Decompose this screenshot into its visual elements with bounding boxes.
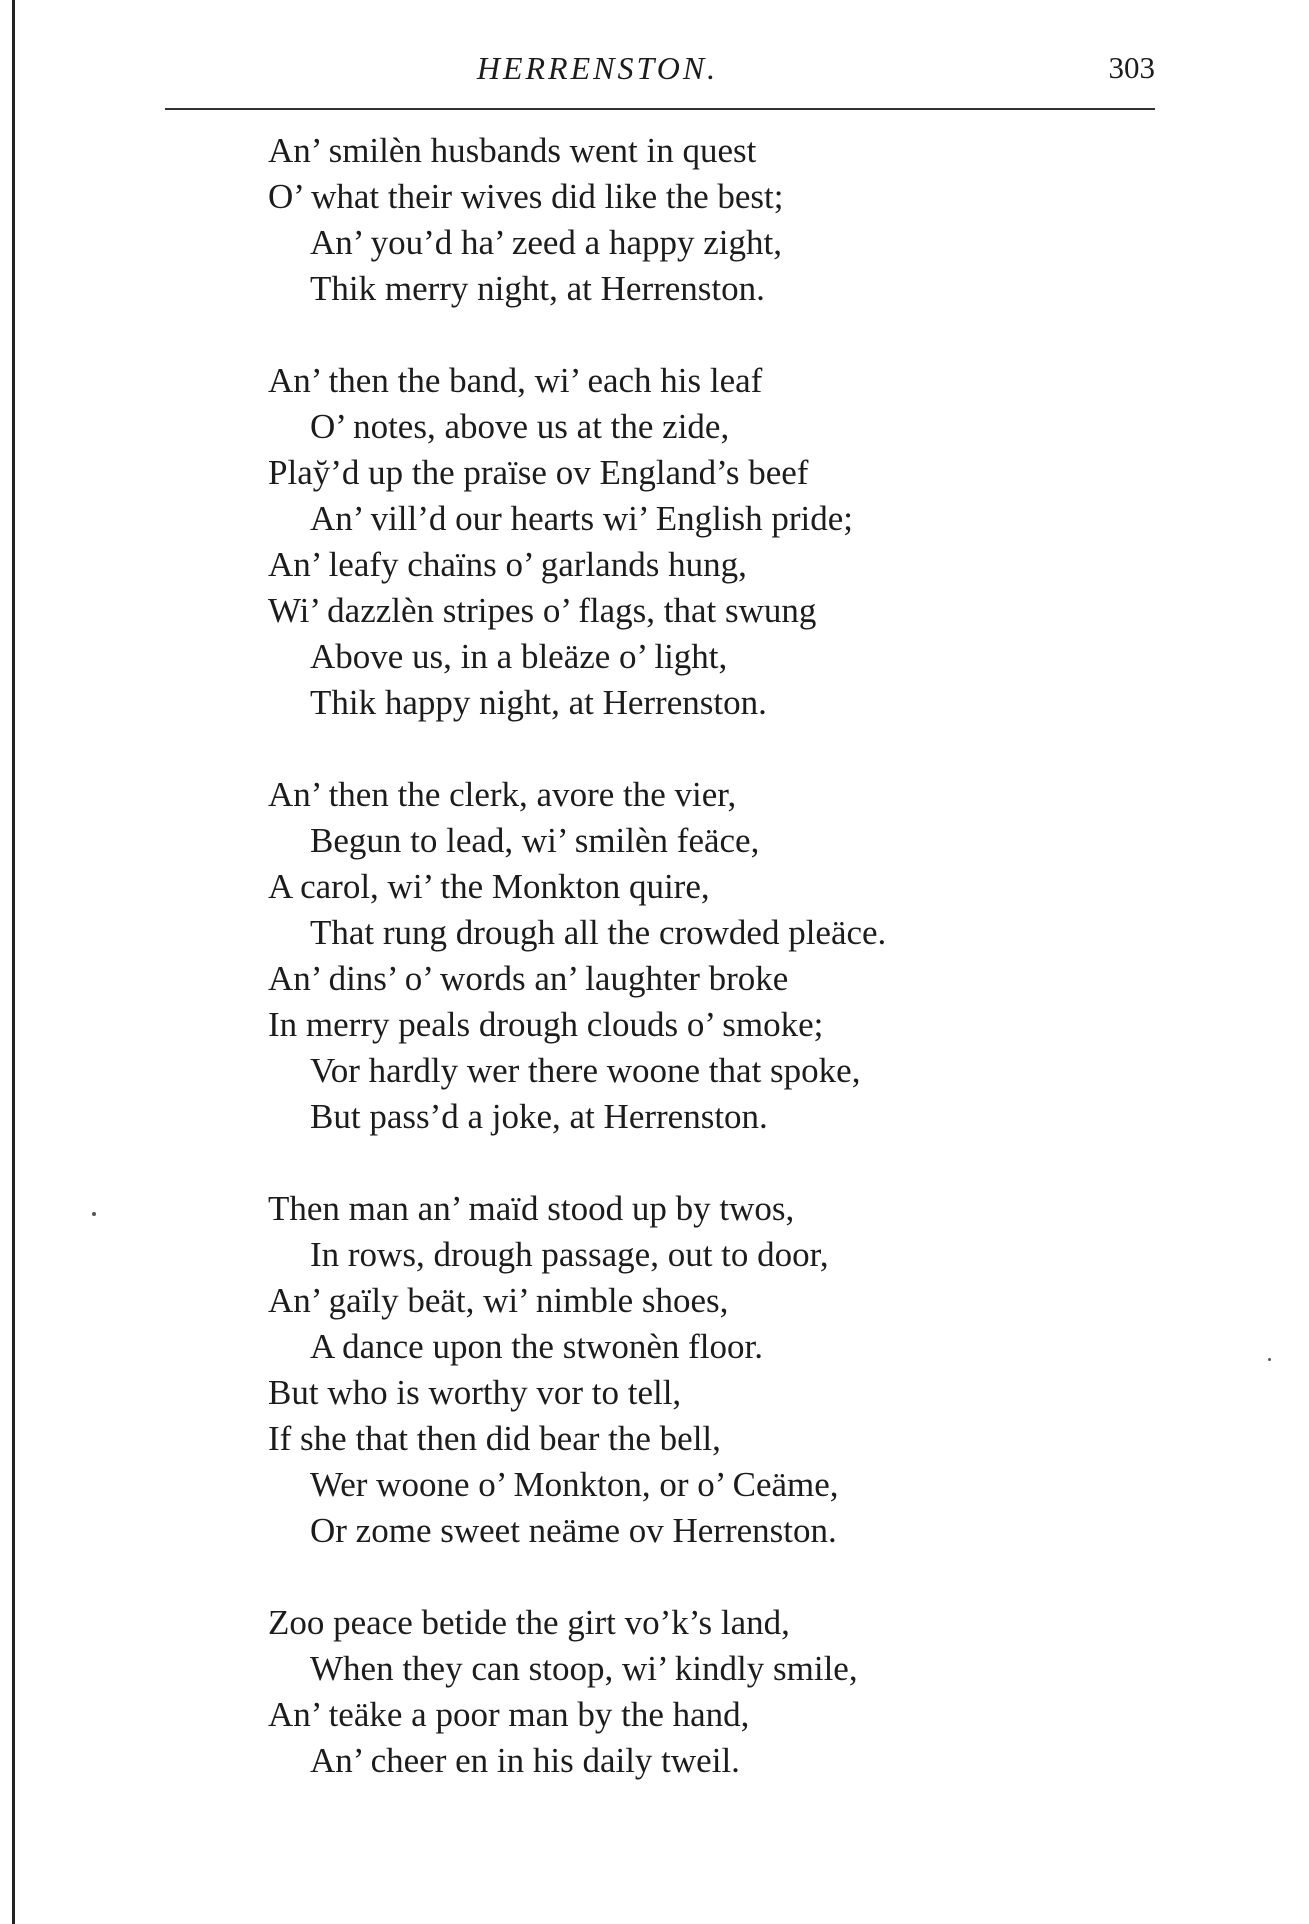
print-speck xyxy=(92,1212,96,1216)
poem-line: Play̆’d up the praïse ov England’s beef xyxy=(268,453,809,492)
poem-line: But who is worthy vor to tell, xyxy=(268,1373,682,1412)
poem-line: In rows, drough passage, out to door, xyxy=(310,1235,829,1274)
print-speck xyxy=(1268,1358,1271,1361)
poem-line: An’ then the band, wi’ each his leaf xyxy=(268,361,763,400)
poem-line: If she that then did bear the bell, xyxy=(268,1419,721,1458)
poem-line: Or zome sweet neäme ov Herrenston. xyxy=(310,1511,837,1550)
stanza xyxy=(268,1600,1188,1784)
poem-line: An’ dins’ o’ words an’ laughter broke xyxy=(268,959,789,998)
poem-line: Vor hardly wer there woone that spoke, xyxy=(310,1051,861,1090)
poem-line: An’ then the clerk, avore the vier, xyxy=(268,775,737,814)
poem-line: Thik merry night, at Herrenston. xyxy=(310,269,765,308)
binding-edge-line xyxy=(12,0,15,1924)
header-rule xyxy=(165,108,1155,110)
poem-line: In merry peals drough clouds o’ smoke; xyxy=(268,1005,824,1044)
poem-body xyxy=(268,128,1188,1830)
poem-line: Then man an’ maïd stood up by twos, xyxy=(268,1189,795,1228)
poem-line: O’ notes, above us at the zide, xyxy=(310,407,730,446)
poem-line: A dance upon the stwonèn floor. xyxy=(310,1327,763,1366)
poem-line: But pass’d a joke, at Herrenston. xyxy=(310,1097,768,1136)
stanza xyxy=(268,358,1188,726)
poem-line: An’ gaïly beät, wi’ nimble shoes, xyxy=(268,1281,729,1320)
poem-line: When they can stoop, wi’ kindly smile, xyxy=(310,1649,858,1688)
poem-line: An’ vill’d our hearts wi’ English pride; xyxy=(310,499,854,538)
poem-line: An’ leafy chaïns o’ garlands hung, xyxy=(268,545,747,584)
poem-line: Wi’ dazzlèn stripes o’ flags, that swung xyxy=(268,591,817,630)
poem-line: An’ smilèn husbands went in quest xyxy=(268,131,757,170)
running-title: HERRENSTON. xyxy=(476,50,719,86)
poem-line: That rung drough all the crowded pleäce. xyxy=(310,913,887,952)
page-number: 303 xyxy=(1108,50,1155,85)
poem-line: An’ cheer en in his daily tweil. xyxy=(310,1741,740,1780)
stanza xyxy=(268,1186,1188,1554)
poem-line: Zoo peace betide the girt vo’k’s land, xyxy=(268,1603,790,1642)
poem-line: A carol, wi’ the Monkton quire, xyxy=(268,867,710,906)
page-header xyxy=(165,40,1155,100)
poem-line: An’ teäke a poor man by the hand, xyxy=(268,1695,750,1734)
stanza xyxy=(268,772,1188,1140)
poem-line: Wer woone o’ Monkton, or o’ Ceäme, xyxy=(310,1465,839,1504)
stanza xyxy=(268,128,1188,312)
poem-line: O’ what their wives did like the best; xyxy=(268,177,784,216)
poem-line: Above us, in a bleäze o’ light, xyxy=(310,637,728,676)
poem-line: An’ you’d ha’ zeed a happy zight, xyxy=(310,223,782,262)
poem-line: Thik happy night, at Herrenston. xyxy=(310,683,767,722)
poem-line: Begun to lead, wi’ smilèn feäce, xyxy=(310,821,760,860)
